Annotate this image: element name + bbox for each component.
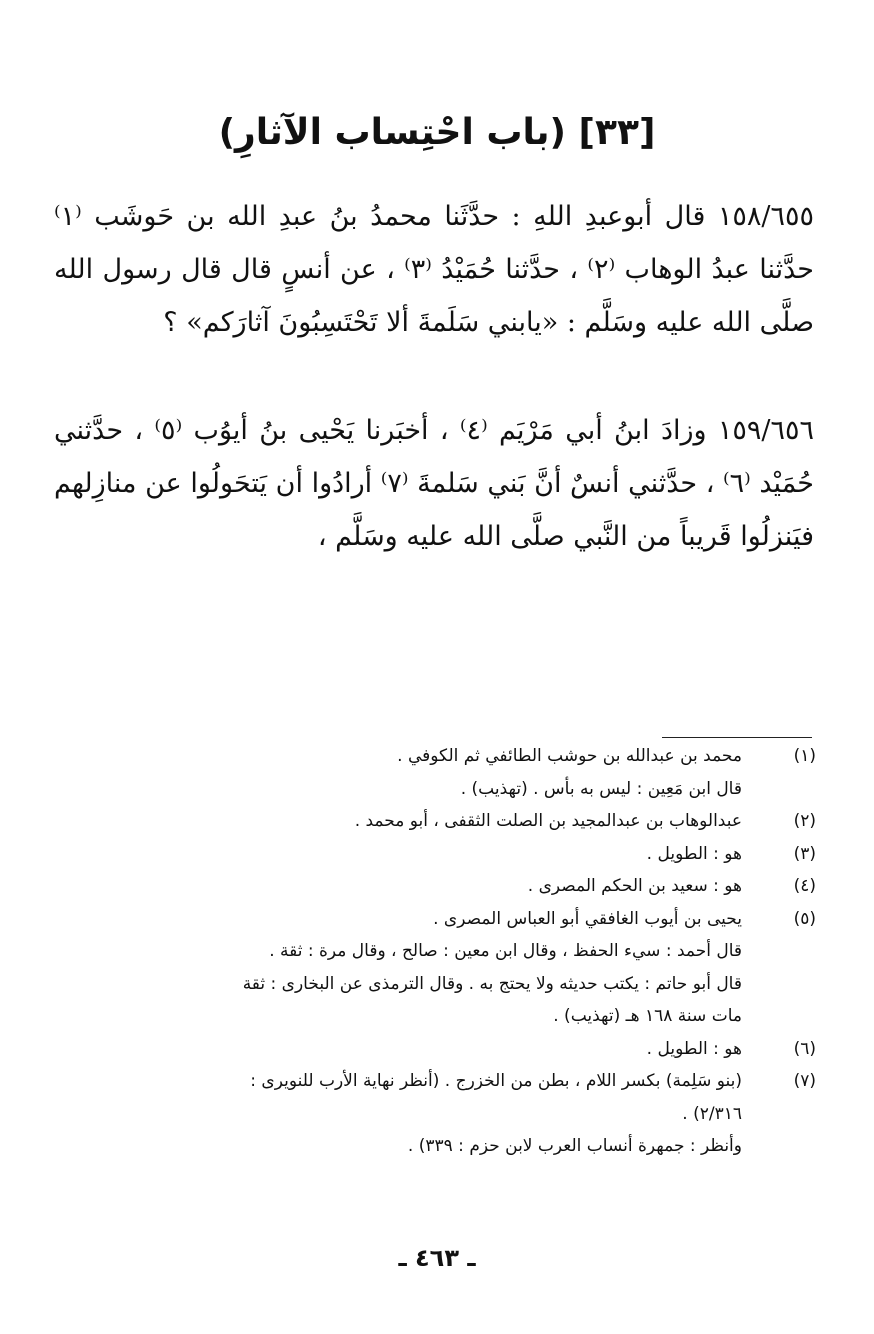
footnote-item	[46, 740, 816, 805]
footnote-item	[46, 1065, 816, 1163]
footnote-line: وأنظر : جمهرة أنساب العرب لابن حزم : ٣٣٩) .	[407, 1136, 742, 1156]
footnote-line: محمد بن عبدالله بن حوشب الطائفي ثم الكوفي .	[397, 746, 742, 766]
chapter-title: [٣٣] (باب احْتِساب الآثارِ)	[218, 112, 656, 153]
footnote-text	[46, 838, 756, 871]
footnote-number: (٥)	[793, 908, 816, 929]
footnote-item	[46, 903, 816, 1033]
footnote-item	[46, 1033, 816, 1066]
footnote-number: (٤)	[793, 876, 816, 896]
footnote-text	[46, 805, 756, 838]
footnote-item	[46, 870, 816, 903]
footnotes	[46, 740, 816, 1163]
footnote-line: قال أحمد : سيء الحفظ ، وقال ابن معين : صالح ، وقال مرة : ثقة .	[269, 941, 742, 961]
footnote-line: مات سنة ١٦٨ هـ (تهذيب) .	[553, 1006, 742, 1026]
footnote-text	[46, 903, 756, 1033]
hadith-paragraph: ١٥٩/٦٥٦ وزادَ ابنُ أبي مَرْيَم ⁽٤⁾ ، أخبَرنا يَحْيى بنُ أيوُب ⁽٥⁾ ، حدَّثني حُمَيْد ⁽٦⁾ ، حدَّثني أنسٌ أنَّ بَني سَلمةَ ⁽٧⁾ أرادُوا أن يَتحَولُوا عن منازِلهم فيَنزلُوا قَريباً من النَّبي صلَّى الله عليه وسَلَّم ،	[54, 415, 814, 552]
footnote-number: (٢)	[793, 811, 816, 831]
footnote-number: (٣)	[793, 843, 816, 864]
footnote-line: عبدالوهاب بن عبدالمجيد بن الصلت الثقفى ، أبو محمد .	[354, 811, 742, 831]
footnote-text	[46, 1065, 756, 1163]
footnote-divider	[662, 737, 812, 738]
footnote-line: ٢/٣١٦) .	[682, 1103, 742, 1124]
footnote-text	[46, 1033, 756, 1066]
hadith-paragraph: ١٥٨/٦٥٥ قال أبوعبدِ اللهِ : حدَّثَنا محمدُ بنُ عبدِ الله بن حَوشَب ⁽١⁾ حدَّثنا عبدُ الوهاب ⁽٢⁾ ، حدَّثنا حُمَيْدُ ⁽٣⁾ ، عن أنسٍ قال قال رسول الله صلَّى الله عليه وسَلَّم : «يابني سَلَمةَ ألا تَحْتَسِبُونَ آثارَكم» ؟	[54, 201, 814, 338]
footnote-item	[46, 838, 816, 871]
footnote-line: قال ابن مَعِين : ليس به بأس . (تهذيب) .	[460, 778, 742, 799]
footnote-item	[46, 805, 816, 838]
footnote-line: يحيى بن أيوب الغافقي أبو العباس المصرى .	[433, 908, 742, 929]
footnote-number: (٧)	[793, 1071, 816, 1091]
footnote-line: هو : الطويل .	[646, 843, 742, 864]
footnote-number: (٦)	[793, 1038, 816, 1059]
footnote-line: قال أبو حاتم : يكتب حديثه ولا يحتج به . وقال الترمذى عن البخارى : ثقة	[242, 973, 742, 994]
footnote-line: هو : الطويل .	[646, 1038, 742, 1059]
footnote-line: (بنو سَلِمة) بكسر اللام ، بطن من الخزرج . (أنظر نهاية الأرب للنويرى :	[250, 1071, 742, 1091]
page-number: ـ ٤٦٣ ـ	[398, 1244, 476, 1272]
footnote-line: هو : سعيد بن الحكم المصرى .	[527, 876, 742, 896]
footnote-number: (١)	[793, 746, 816, 766]
footnote-text	[46, 870, 756, 903]
footnote-text	[46, 740, 756, 805]
